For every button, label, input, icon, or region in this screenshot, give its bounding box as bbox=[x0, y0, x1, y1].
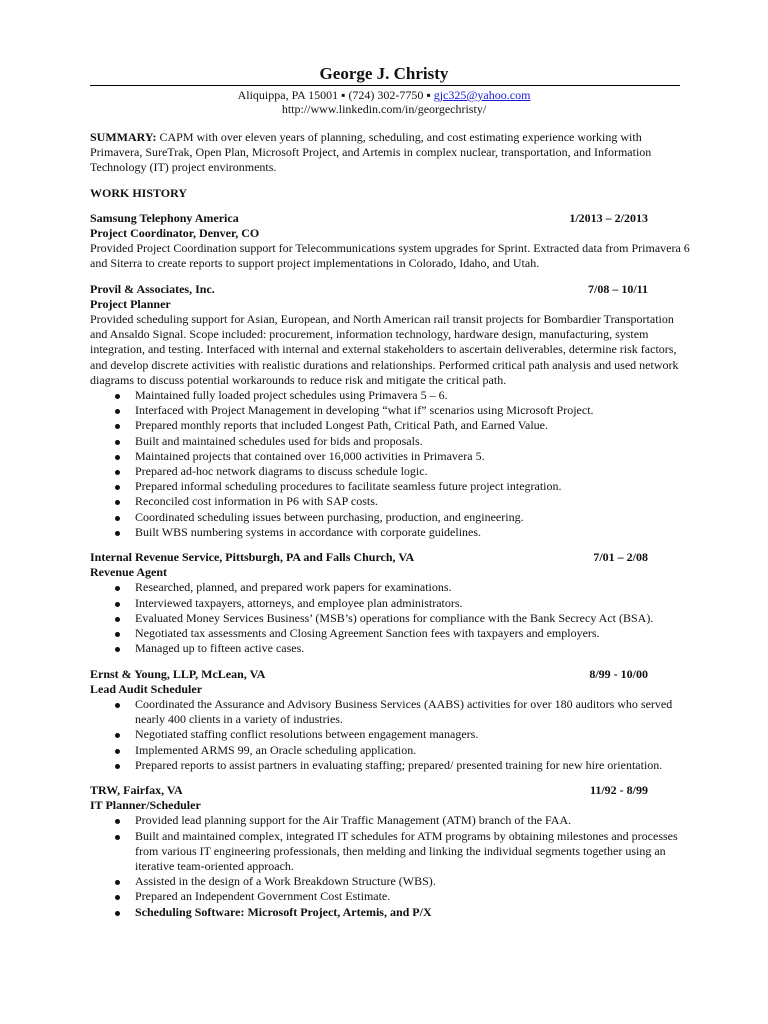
job-dates: 11/92 - 8/99 bbox=[589, 782, 648, 797]
list-item: Managed up to fifteen active cases. bbox=[135, 641, 690, 656]
job-title: Project Coordinator, Denver, CO bbox=[90, 226, 260, 241]
job-bullets bbox=[90, 813, 690, 919]
job-dates: 7/08 – 10/11 bbox=[587, 281, 648, 296]
list-item: Prepared monthly reports that included Longest Path, Critical Path, and Earned Value. bbox=[135, 418, 690, 433]
job-title: IT Planner/Scheduler bbox=[90, 798, 201, 813]
list-item: Researched, planned, and prepared work papers for examinations. bbox=[135, 580, 690, 595]
job-bullets bbox=[90, 697, 690, 773]
job-entry bbox=[90, 783, 690, 920]
list-item: Maintained fully loaded project schedules using Primavera 5 – 6. bbox=[135, 388, 690, 403]
list-item: Implemented ARMS 99, an Oracle scheduling application. bbox=[135, 743, 690, 758]
job-bullets bbox=[90, 388, 690, 540]
list-item: Prepared an Independent Government Cost Estimate. bbox=[135, 889, 690, 904]
list-item: Negotiated staffing conflict resolutions between engagement managers. bbox=[135, 727, 690, 742]
summary-label: SUMMARY: bbox=[90, 130, 157, 144]
list-item: Prepared ad-hoc network diagrams to discuss schedule logic. bbox=[135, 464, 690, 479]
resume-name: George J. Christy bbox=[319, 64, 449, 83]
list-item: Interfaced with Project Management in developing “what if” scenarios using Microsoft Project. bbox=[135, 403, 690, 418]
job-entry bbox=[90, 211, 690, 272]
job-company: Provil & Associates, Inc. bbox=[90, 281, 215, 296]
email-link[interactable]: gjc325@yahoo.com bbox=[433, 88, 531, 102]
job-company: Ernst & Young, LLP, McLean, VA bbox=[90, 666, 266, 681]
separator-icon: ▪ bbox=[426, 88, 431, 102]
work-history-heading: WORK HISTORY bbox=[90, 185, 188, 200]
job-header bbox=[90, 783, 690, 798]
list-item: Built WBS numbering systems in accordance with corporate guidelines. bbox=[135, 525, 690, 540]
list-item: Prepared informal scheduling procedures to facilitate seamless future project integration. bbox=[135, 479, 690, 494]
job-description: Provided Project Coordination support for Telecommunications system upgrades for Sprint. Extracted data from Primavera 6 and Siterra to create reports to support project implementations in Colorado, Idaho, and Utah. bbox=[90, 241, 690, 271]
list-item: Scheduling Software: Microsoft Project, Artemis, and P/X bbox=[135, 905, 690, 920]
job-description: Provided scheduling support for Asian, European, and North American rail transit projects for Bombardier Transportation and Ansaldo Signal. Scope included: procurement, information technology, hardware design, manufacturing, system integration, and testing. Interfaced with internal and external stakeholders to ascertain deliverables, determine risk factors, and develop discrete activities with realistic durations and relationships. Performed critical path analysis and used network diagrams to discuss potential workarounds to reduce risk and mitigate the critical path. bbox=[90, 312, 679, 387]
job-header bbox=[90, 667, 690, 682]
list-item: Coordinated scheduling issues between purchasing, production, and engineering. bbox=[135, 510, 690, 525]
job-dates: 7/01 – 2/08 bbox=[593, 550, 648, 565]
list-item: Prepared reports to assist partners in evaluating staffing; prepared/ presented training for new hire orientation. bbox=[135, 758, 690, 773]
job-header bbox=[90, 282, 690, 297]
job-dates: 1/2013 – 2/2013 bbox=[569, 210, 648, 225]
list-item: Reconciled cost information in P6 with SAP costs. bbox=[135, 494, 690, 509]
job-company: Samsung Telephony America bbox=[90, 210, 239, 225]
resume-body bbox=[90, 130, 690, 930]
job-header bbox=[90, 211, 690, 226]
job-header bbox=[90, 550, 690, 565]
list-item: Maintained projects that contained over 16,000 activities in Primavera 5. bbox=[135, 449, 690, 464]
job-entry bbox=[90, 550, 690, 656]
job-bullets bbox=[90, 580, 690, 656]
summary-text: CAPM with over eleven years of planning, scheduling, and cost estimating experience working with Primavera, SureTrak, Open Plan, Microsoft Project, and Artemis in complex nuclear, transportation, and Information Technology (IT) project environments. bbox=[90, 130, 652, 175]
job-company: TRW, Fairfax, VA bbox=[90, 782, 183, 797]
job-dates: 8/99 - 10/00 bbox=[589, 666, 648, 681]
phone: (724) 302-7750 bbox=[348, 88, 424, 102]
list-item: Built and maintained schedules used for bids and proposals. bbox=[135, 434, 690, 449]
list-item: Provided lead planning support for the Air Traffic Management (ATM) branch of the FAA. bbox=[135, 813, 690, 828]
job-entry bbox=[90, 282, 690, 540]
contact-block bbox=[0, 88, 768, 116]
job-title: Lead Audit Scheduler bbox=[90, 681, 203, 696]
job-entry bbox=[90, 667, 690, 773]
contact-line bbox=[0, 88, 768, 102]
list-item: Negotiated tax assessments and Closing Agreement Sanction fees with taxpayers and employers. bbox=[135, 626, 690, 641]
header-divider bbox=[90, 85, 680, 86]
summary-paragraph bbox=[90, 130, 690, 176]
job-company: Internal Revenue Service, Pittsburgh, PA and Falls Church, VA bbox=[90, 550, 415, 565]
list-item: Coordinated the Assurance and Advisory Business Services (AABS) activities for over 180 auditors who served nearly 400 clients in a variety of industries. bbox=[135, 697, 690, 727]
job-title: Project Planner bbox=[90, 296, 171, 311]
list-item: Built and maintained complex, integrated IT schedules for ATM programs by obtaining milestones and processes from various IT engineering professionals, then melding and linking the individual segments together using an iterative team-oriented approach. bbox=[135, 829, 690, 875]
address: Aliquippa, PA 15001 bbox=[237, 88, 339, 102]
list-item: Interviewed taxpayers, attorneys, and employee plan administrators. bbox=[135, 596, 690, 611]
list-item: Assisted in the design of a Work Breakdown Structure (WBS). bbox=[135, 874, 690, 889]
separator-icon: ▪ bbox=[341, 88, 346, 102]
job-title: Revenue Agent bbox=[90, 565, 167, 580]
list-item: Evaluated Money Services Business’ (MSB’s) operations for compliance with the Bank Secrecy Act (BSA). bbox=[135, 611, 690, 626]
linkedin-url: http://www.linkedin.com/in/georgechristy/ bbox=[281, 102, 487, 116]
